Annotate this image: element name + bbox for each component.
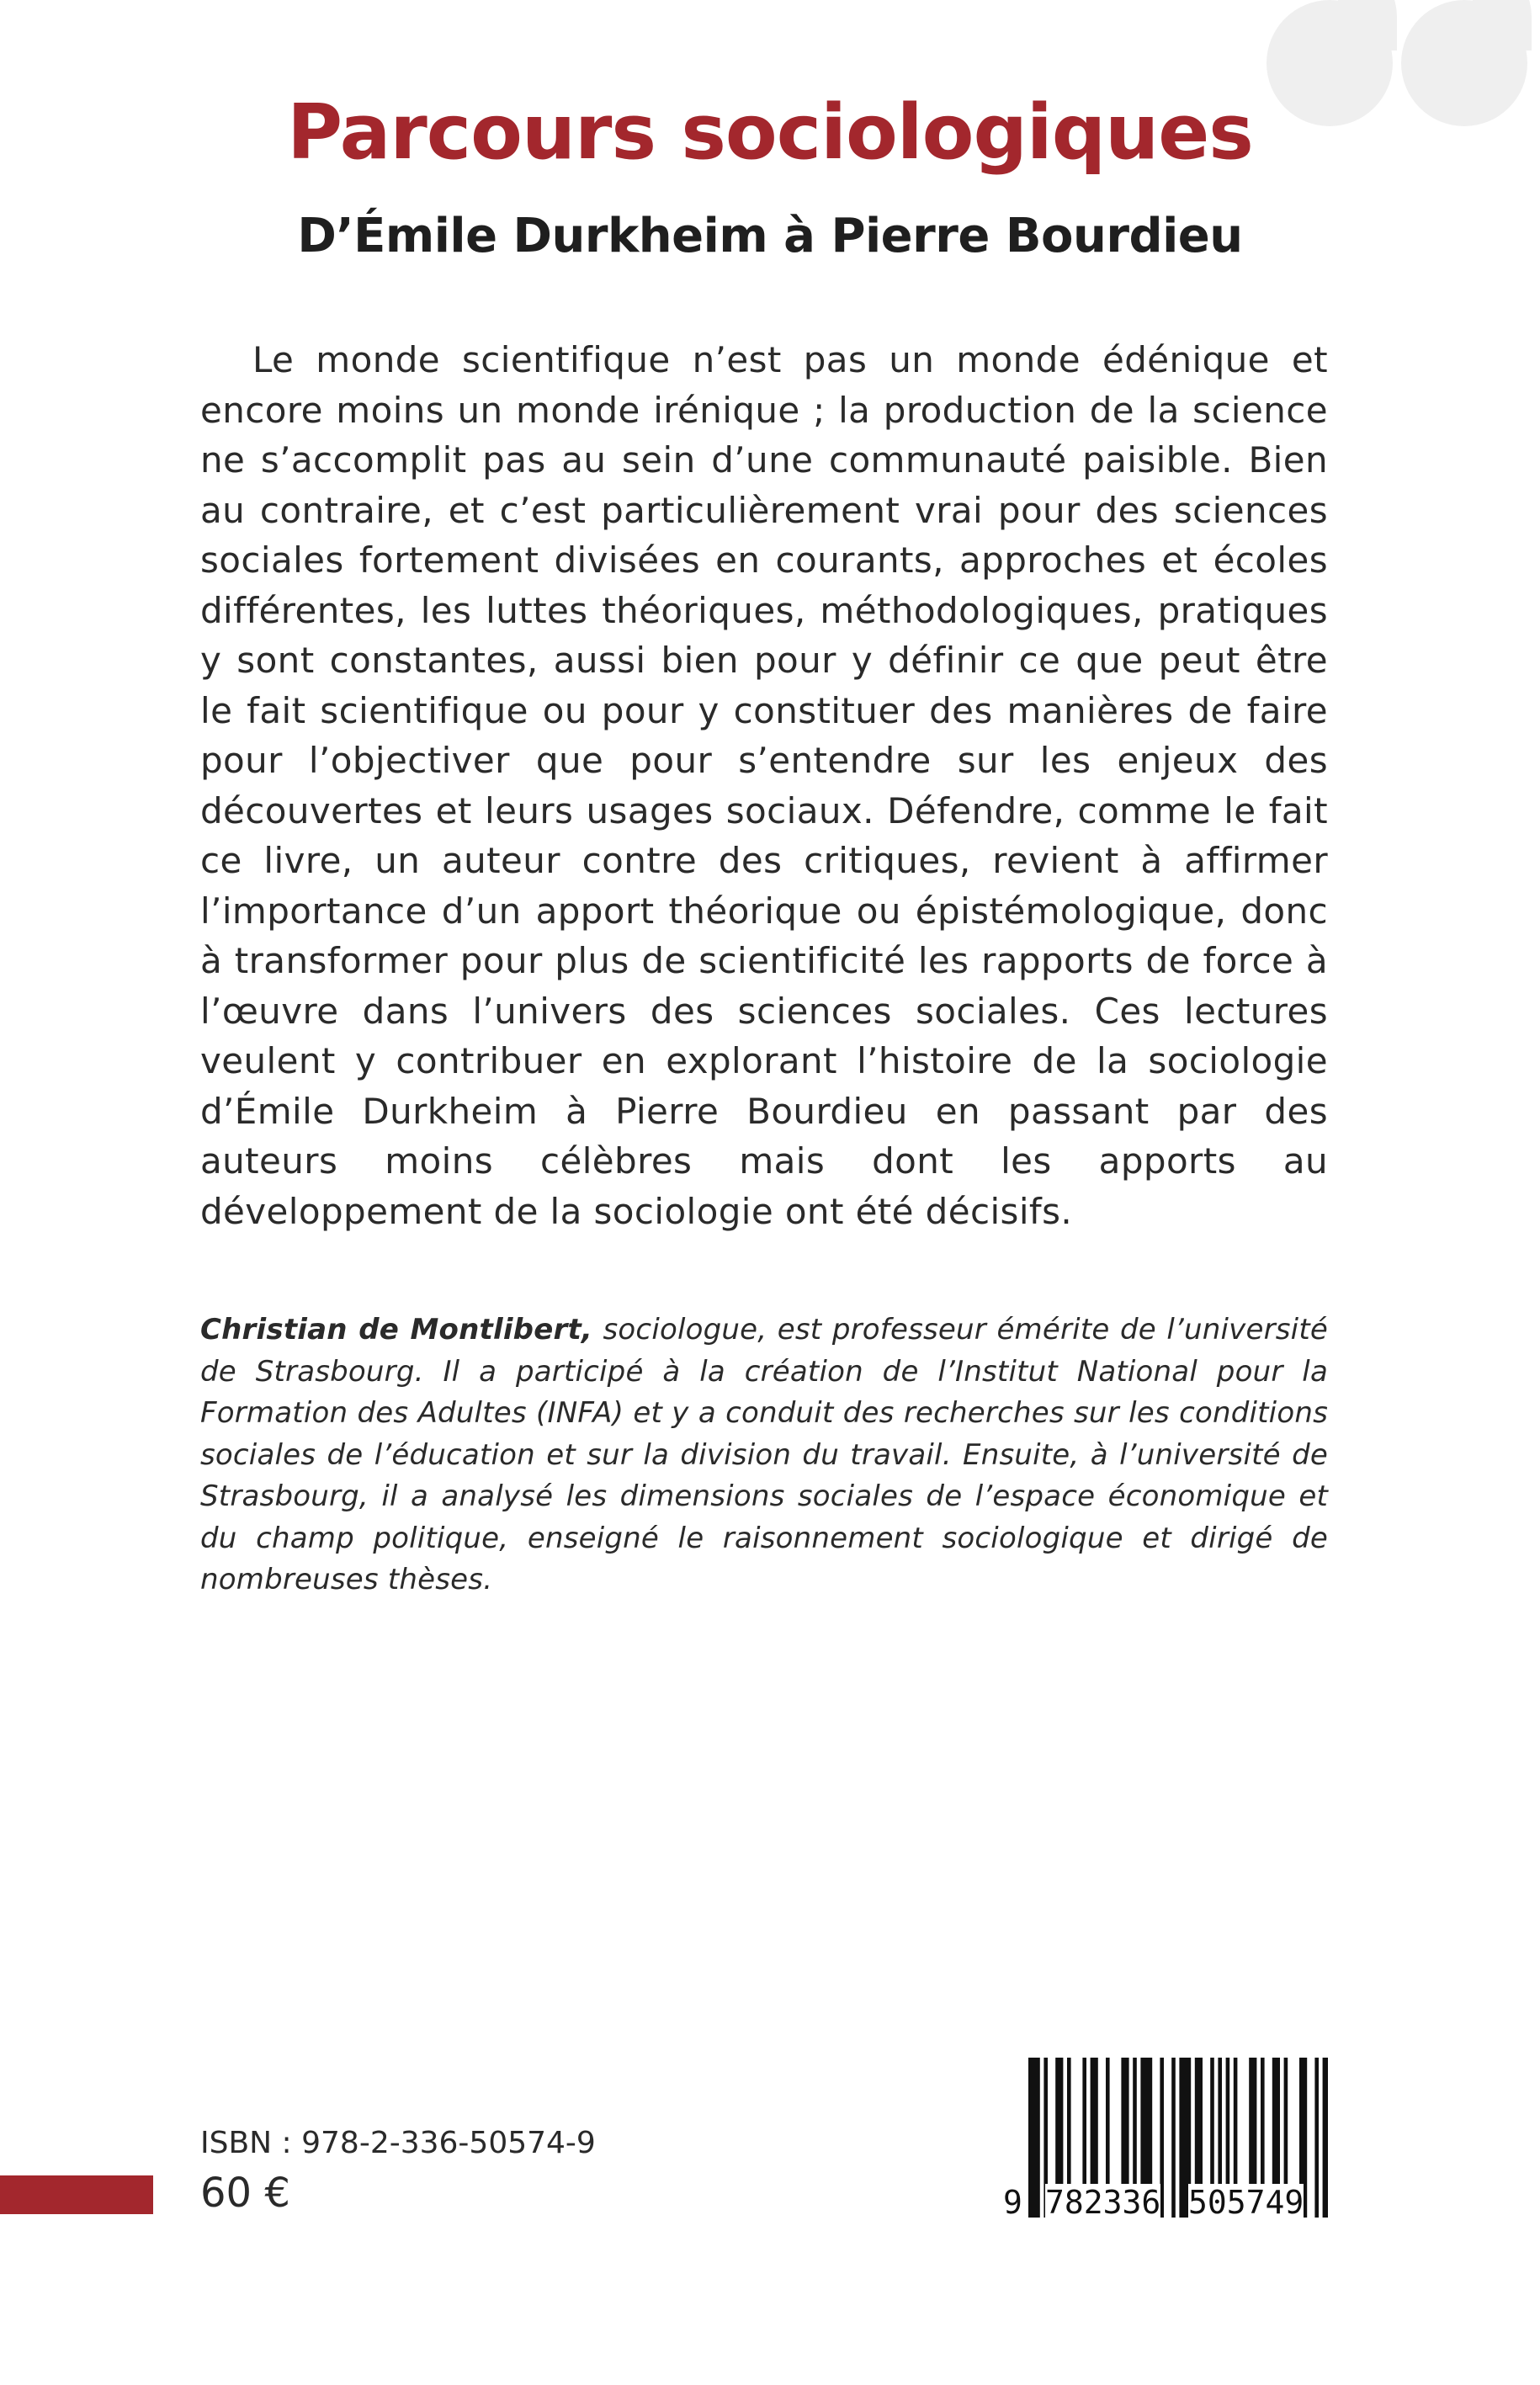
author-bio-text: sociologue, est professeur émérite de l’université de Strasbourg. Il a participé à la création de l’Institut National pour la Formation des Adultes (INFA) et y a conduit des recherches sur les conditions sociales de l’éducation et sur la division du travail. Ensuite, à l’université de Strasbourg, il a analysé les dimensions sociales de l’espace économique et du champ politique, enseigné le raisonnement sociologique et dirigé de nombreuses thèses. xyxy=(200,1313,1328,1596)
barcode-left-group: 782336 xyxy=(1045,2184,1161,2221)
author-name: Christian de Montlibert, xyxy=(200,1313,593,1347)
isbn: ISBN : 978-2-336-50574-9 xyxy=(200,2126,596,2160)
barcode xyxy=(1003,2058,1328,2226)
accent-bar xyxy=(0,2175,153,2214)
price: 60 € xyxy=(200,2170,290,2217)
back-cover-blurb: Le monde scientifique n’est pas un monde édénique et encore moins un monde irénique ; la production de la science ne s’accomplit pas au sein d’une communauté paisible. Bien au contraire, et c’est particulièrement vrai pour des sciences sociales fortement divisées en courants, approches et écoles différentes, les luttes théoriques, méthodologiques, pratiques y sont constantes, aussi bien pour y définir ce que peut être le fait scientifique ou pour y constituer des manières de faire pour l’objectiver que pour s’entendre sur les enjeux des découvertes et leurs usages sociaux. Défendre, comme le fait ce livre, un auteur contre des critiques, revient à affirmer l’importance d’un apport théorique ou épistémologique, donc à transformer pour plus de scientificité les rapports de force à l’œuvre dans l’univers des sciences sociales. Ces lectures veulent y contribuer en explorant l’histoire de la sociologie d’Émile Durkheim à Pierre Bourdieu en passant par des auteurs moins célèbres mais dont les apports au développement de la sociologie ont été décisifs. xyxy=(200,339,1328,1232)
barcode-first-digit: 9 xyxy=(1003,2184,1022,2221)
barcode-right-group: 505749 xyxy=(1188,2184,1304,2221)
book-title: Parcours sociologiques xyxy=(287,88,1253,177)
author-bio xyxy=(200,1309,1328,1602)
book-subtitle: D’Émile Durkheim à Pierre Bourdieu xyxy=(297,209,1243,263)
